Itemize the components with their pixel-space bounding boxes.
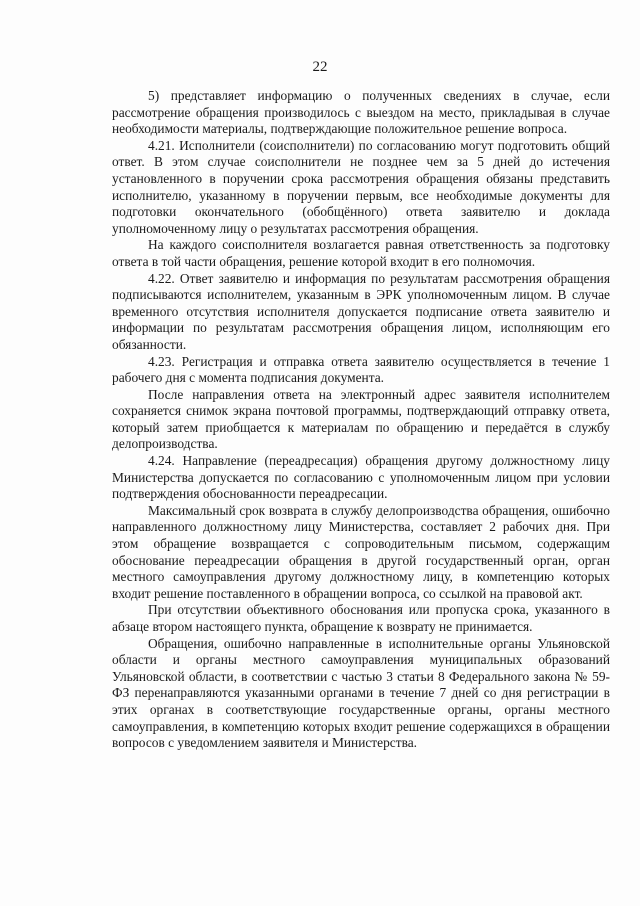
- paragraph-4-22: 4.22. Ответ заявителю и информация по результатам рассмотрения обращения подписываются исполнителем, указанным в ЭРК уполномоченным лицом. В случае временного отсутствия исполнителя допускается подписание ответа заявителю и информации по результатам рассмотрения обращения лицом, исполняющим его обязанности.: [112, 270, 610, 352]
- paragraph-coexecutor-responsibility: На каждого соисполнителя возлагается равная ответственность за подготовку ответа в той части обращения, решение которой входит в его полномочия.: [112, 237, 610, 269]
- paragraph-4-24: 4.24. Направление (переадресация) обращения другому должностному лицу Министерства допускается по согласованию с уполномоченным лицом при условии подтверждения обоснованности переадресации.: [112, 453, 610, 502]
- paragraph-email-screenshot: После направления ответа на электронный адрес заявителя исполнителем сохраняется снимок экрана почтовой программы, подтверждающий отправку ответа, который затем приобщается к материалам по обращению и передаётся в службу делопроизводства.: [112, 386, 610, 452]
- document-body: [112, 88, 610, 752]
- paragraph-5-item: 5) представляет информацию о полученных сведениях в случае, если рассмотрение обращения производилось с выездом на место, прикладывая в случае необходимости материалы, подтверждающие положительное решение вопроса.: [112, 88, 610, 137]
- paragraph-4-21: 4.21. Исполнители (соисполнители) по согласованию могут подготовить общий ответ. В этом случае соисполнители не позднее чем за 5 дней до истечения установленного в поручении срока рассмотрения обращения обязаны представить исполнителю, указанному в поручении первым, все необходимые документы для подготовки окончательного (обобщённого) ответа заявителю и доклада уполномоченному лицу о результатах рассмотрения обращения.: [112, 137, 610, 236]
- page-number: 22: [312, 59, 328, 75]
- paragraph-4-23: 4.23. Регистрация и отправка ответа заявителю осуществляется в течение 1 рабочего дня с момента подписания документа.: [112, 353, 610, 386]
- paragraph-misdirected-appeals: Обращения, ошибочно направленные в исполнительные органы Ульяновской области и органы местного самоуправления муниципальных образований Ульяновской области, в соответствии с частью 3 статьи 8 Федерального закона № 59-ФЗ перенаправляются указанными органами в течение 7 дней со дня регистрации в этих органах в соответствующие государственные органы, органы местного самоуправления, в компетенцию которых входит решение содержащихся в обращении вопросов с уведомлением заявителя и Министерства.: [112, 635, 610, 751]
- paragraph-return-deadline: Максимальный срок возврата в службу делопроизводства обращения, ошибочно направленного должностному лицу Министерства, составляет 2 рабочих дня. При этом обращение возвращается с сопроводительным письмом, содержащим обоснование переадресации обращения в другой государственный орган, орган местного самоуправления другому должностному лицу, в компетенцию которых входит решение поставленного в обращении вопроса, со ссылкой на правовой акт.: [112, 502, 610, 601]
- paragraph-no-justification: При отсутствии объективного обоснования или пропуска срока, указанного в абзаце втором настоящего пункта, обращение к возврату не принимается.: [112, 602, 610, 634]
